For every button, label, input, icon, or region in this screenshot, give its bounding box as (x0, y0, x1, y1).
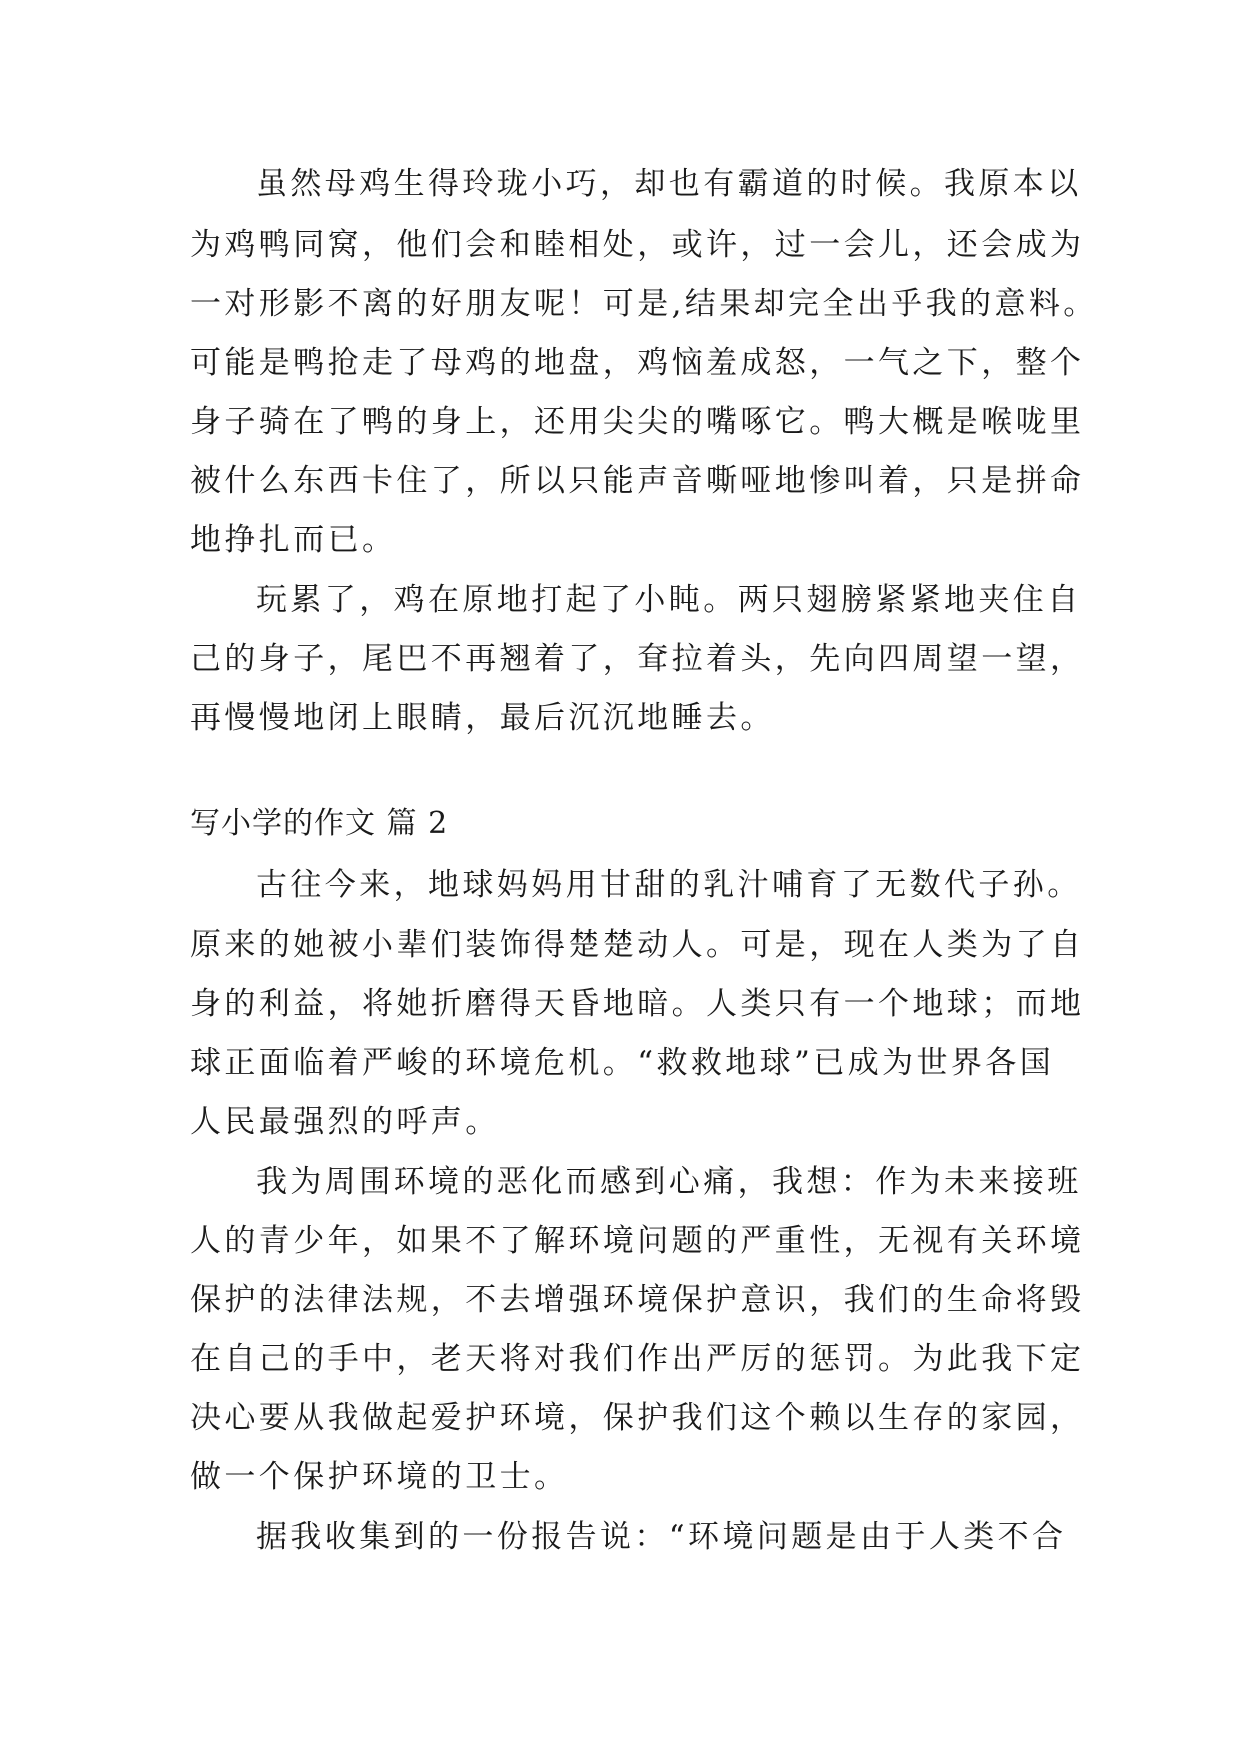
text-line: 一对形影不离的好朋友呢！可是,结果却完全出乎我的意料。 (190, 286, 1098, 322)
text-line: 原来的她被小辈们装饰得楚楚动人。可是，现在人类为了自 (190, 927, 1085, 963)
text-line: 人民最强烈的呼声。 (190, 1104, 500, 1140)
text-line: 玩累了，鸡在原地打起了小盹。两只翅膀紧紧地夹住自 (256, 582, 1082, 618)
section-heading: 写小学的作文 篇 2 (190, 806, 449, 841)
text-line: 身的利益，将她折磨得天昏地暗。人类只有一个地球；而地 (190, 986, 1085, 1022)
text-line: 虽然母鸡生得玲珑小巧，却也有霸道的时候。我原本以 (256, 166, 1082, 202)
text-line: 地挣扎而已。 (190, 522, 397, 558)
text-line: 决心要从我做起爱护环境，保护我们这个赖以生存的家园， (190, 1400, 1085, 1436)
text-line: 保护的法律法规，不去增强环境保护意识，我们的生命将毁 (190, 1282, 1085, 1318)
text-line: 我为周围环境的恶化而感到心痛，我想：作为未来接班 (256, 1164, 1082, 1200)
text-line: 身子骑在了鸭的身上，还用尖尖的嘴啄它。鸭大概是喉咙里 (190, 404, 1085, 440)
text-line: 再慢慢地闭上眼睛，最后沉沉地睡去。 (190, 700, 775, 736)
text-line: 被什么东西卡住了，所以只能声音嘶哑地惨叫着，只是拼命 (190, 463, 1085, 499)
text-line: 可能是鸭抢走了母鸡的地盘，鸡恼羞成怒，一气之下，整个 (190, 345, 1085, 381)
text-line: 为鸡鸭同窝，他们会和睦相处，或许，过一会儿，还会成为 (190, 227, 1085, 263)
text-line: 在自己的手中，老天将对我们作出严厉的惩罚。为此我下定 (190, 1341, 1085, 1377)
text-line: 人的青少年，如果不了解环境问题的严重性，无视有关环境 (190, 1223, 1085, 1259)
text-line: 己的身子，尾巴不再翘着了，耷拉着头，先向四周望一望， (190, 641, 1085, 677)
text-line: 做一个保护环境的卫士。 (190, 1459, 569, 1495)
text-line: 球正面临着严峻的环境危机。“救救地球”已成为世界各国 (190, 1045, 1055, 1081)
text-line: 据我收集到的一份报告说：“环境问题是由于人类不合 (256, 1519, 1067, 1555)
text-line: 古往今来，地球妈妈用甘甜的乳汁哺育了无数代子孙。 (256, 867, 1082, 903)
